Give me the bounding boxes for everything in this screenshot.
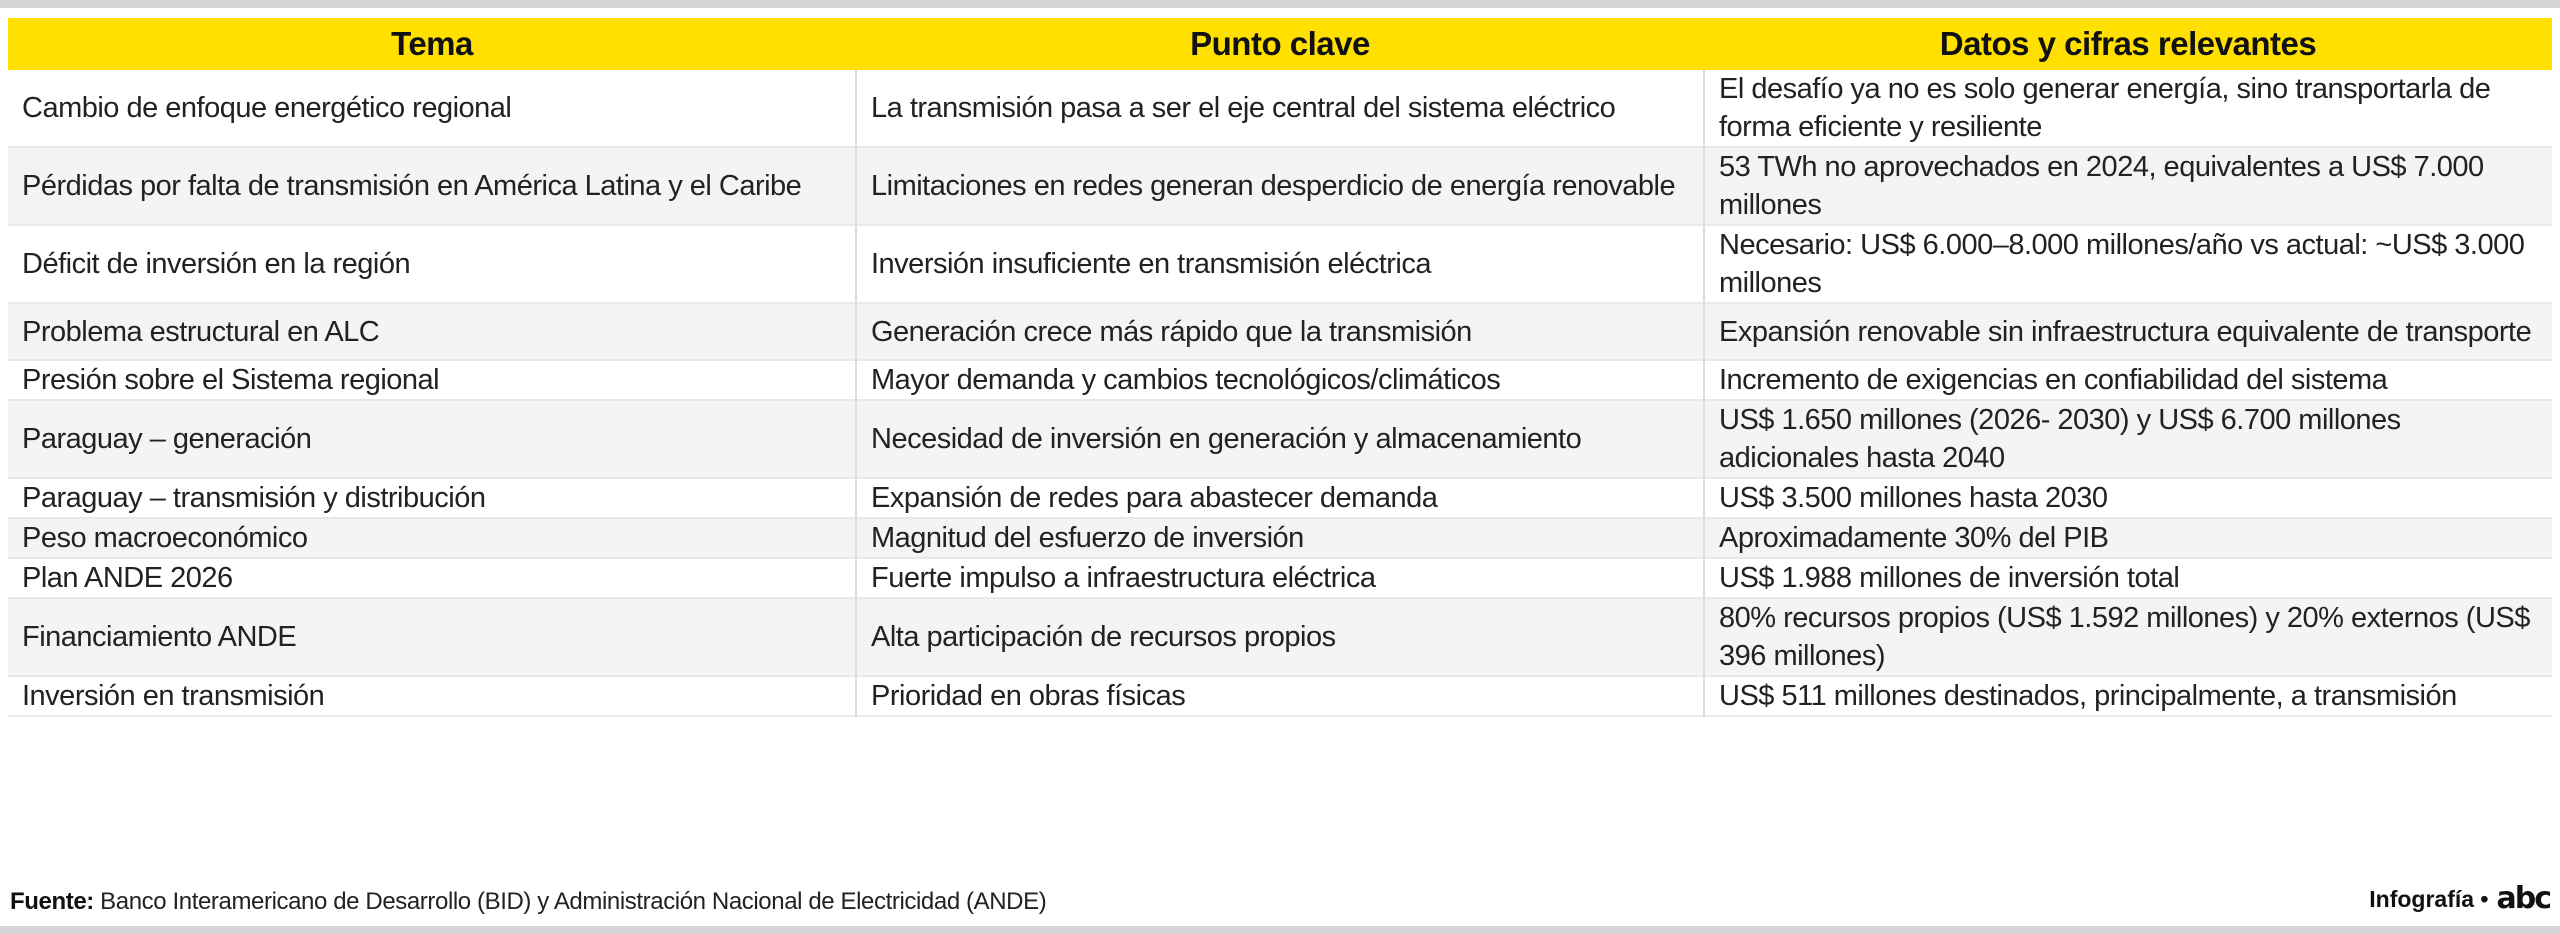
cell-tema: Pérdidas por falta de transmisión en América Latina y el Caribe [8, 147, 856, 225]
cell-datos: Incremento de exigencias en confiabilidad del sistema [1704, 360, 2552, 400]
table-row [8, 676, 2552, 716]
cell-datos: Aproximadamente 30% del PIB [1704, 518, 2552, 558]
cell-punto-clave: La transmisión pasa a ser el eje central del sistema eléctrico [856, 70, 1704, 147]
cell-punto-clave: Magnitud del esfuerzo de inversión [856, 518, 1704, 558]
cell-punto-clave: Mayor demanda y cambios tecnológicos/climáticos [856, 360, 1704, 400]
cell-tema: Peso macroeconómico [8, 518, 856, 558]
source-note [10, 888, 1046, 916]
cell-datos: Necesario: US$ 6.000–8.000 millones/año vs actual: ~US$ 3.000 millones [1704, 225, 2552, 303]
header-punto-clave: Punto clave [856, 18, 1704, 70]
header-row [8, 18, 2552, 70]
source-text: Banco Interamericano de Desarrollo (BID) y Administración Nacional de Electricidad (ANDE) [100, 888, 1047, 915]
cell-tema: Plan ANDE 2026 [8, 558, 856, 598]
cell-datos: 53 TWh no aprovechados en 2024, equivalentes a US$ 7.000 millones [1704, 147, 2552, 225]
credit-label: Infografía • [2369, 885, 2489, 912]
cell-tema: Financiamiento ANDE [8, 598, 856, 676]
header-tema: Tema [8, 18, 856, 70]
cell-punto-clave: Inversión insuficiente en transmisión eléctrica [856, 225, 1704, 303]
cell-datos: US$ 511 millones destinados, principalmente, a transmisión [1704, 676, 2552, 716]
cell-datos: El desafío ya no es solo generar energía, sino transportarla de forma eficiente y resiliente [1704, 70, 2552, 147]
cell-tema: Inversión en transmisión [8, 676, 856, 716]
cell-tema: Paraguay – generación [8, 400, 856, 478]
cell-tema: Presión sobre el Sistema regional [8, 360, 856, 400]
cell-datos: 80% recursos propios (US$ 1.592 millones) y 20% externos (US$ 396 millones) [1704, 598, 2552, 676]
cell-datos: US$ 1.650 millones (2026- 2030) y US$ 6.700 millones adicionales hasta 2040 [1704, 400, 2552, 478]
cell-punto-clave: Expansión de redes para abastecer demanda [856, 478, 1704, 518]
table-row [8, 225, 2552, 303]
table-row [8, 147, 2552, 225]
abc-logo: abc [2496, 881, 2550, 916]
cell-punto-clave: Necesidad de inversión en generación y almacenamiento [856, 400, 1704, 478]
table-row [8, 303, 2552, 360]
credit [2369, 881, 2550, 916]
cell-tema: Problema estructural en ALC [8, 303, 856, 360]
data-table [8, 18, 2552, 717]
bottom-rule [0, 926, 2560, 934]
table-row [8, 598, 2552, 676]
cell-datos: US$ 1.988 millones de inversión total [1704, 558, 2552, 598]
table-row [8, 400, 2552, 478]
cell-datos: US$ 3.500 millones hasta 2030 [1704, 478, 2552, 518]
cell-punto-clave: Generación crece más rápido que la transmisión [856, 303, 1704, 360]
cell-punto-clave: Limitaciones en redes generan desperdicio de energía renovable [856, 147, 1704, 225]
cell-tema: Déficit de inversión en la región [8, 225, 856, 303]
table-row [8, 518, 2552, 558]
source-label: Fuente: [10, 888, 94, 915]
cell-punto-clave: Alta participación de recursos propios [856, 598, 1704, 676]
cell-punto-clave: Prioridad en obras físicas [856, 676, 1704, 716]
cell-punto-clave: Fuerte impulso a infraestructura eléctrica [856, 558, 1704, 598]
cell-tema: Cambio de enfoque energético regional [8, 70, 856, 147]
header-datos-cifras: Datos y cifras relevantes [1704, 18, 2552, 70]
cell-datos: Expansión renovable sin infraestructura equivalente de transporte [1704, 303, 2552, 360]
table-row [8, 70, 2552, 147]
top-rule [0, 0, 2560, 8]
cell-tema: Paraguay – transmisión y distribución [8, 478, 856, 518]
table-row [8, 360, 2552, 400]
table-row [8, 478, 2552, 518]
table-row [8, 558, 2552, 598]
